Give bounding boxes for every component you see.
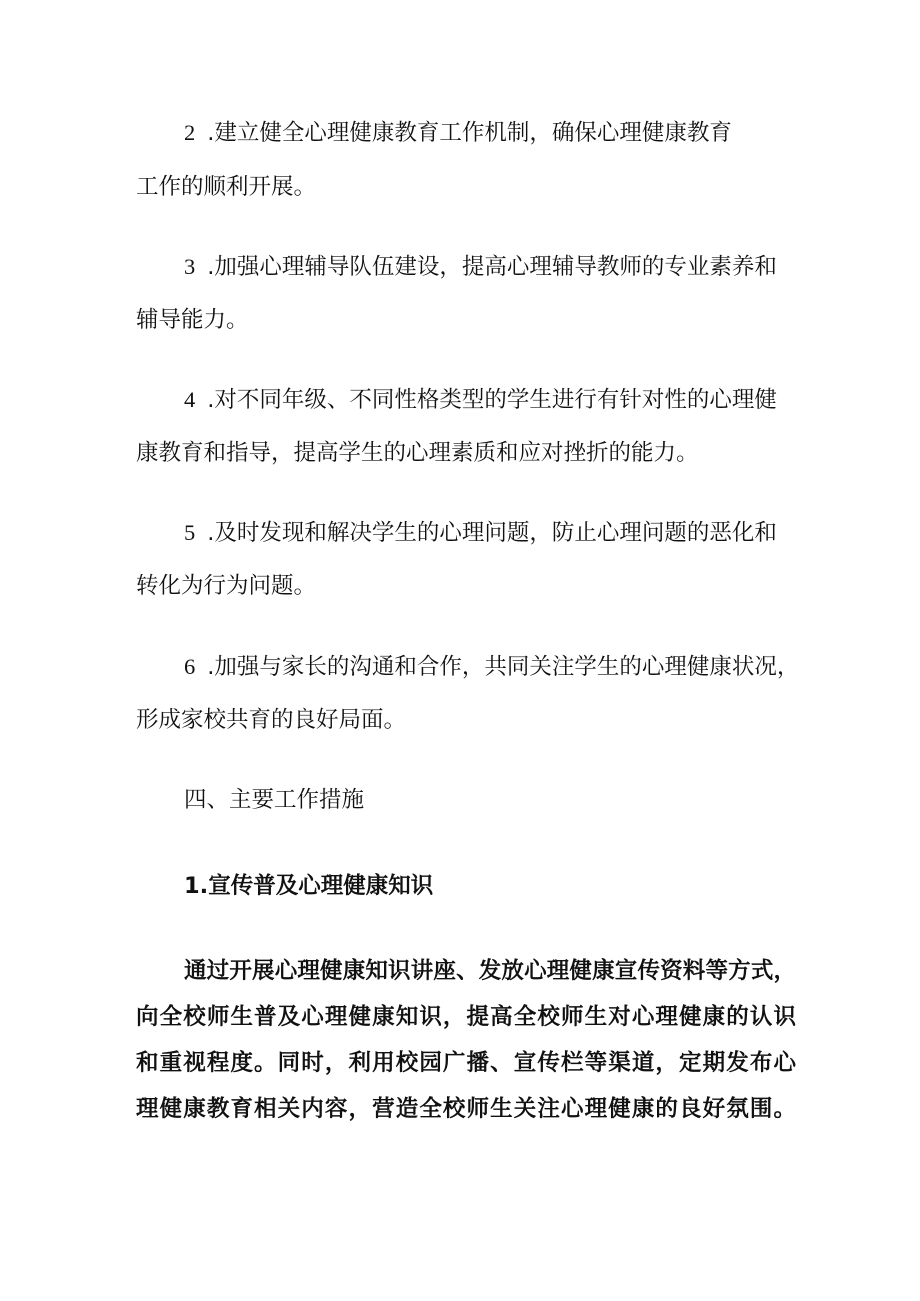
item-3-text: .加强心理辅导队伍建设，提高心理辅导教师的专业素养和 bbox=[207, 254, 777, 280]
paragraph-line-2: 向全校师生普及心理健康知识，提高全校师生对心理健康的认识 bbox=[136, 1004, 796, 1030]
item-5-line-1 bbox=[184, 518, 874, 548]
item-2-line-2: 工作的顺利开展。 bbox=[136, 174, 317, 200]
item-4-text: .对不同年级、不同性格类型的学生进行有针对性的心理健 bbox=[207, 387, 777, 413]
section-heading: 四、主要工作措施 bbox=[184, 787, 365, 813]
item-4-number: 4 bbox=[184, 387, 196, 412]
item-6-line-1 bbox=[184, 652, 874, 682]
item-5-number: 5 bbox=[184, 520, 196, 545]
item-3-number: 3 bbox=[184, 254, 196, 279]
item-6-text: .加强与家长的沟通和合作，共同关注学生的心理健康状况， bbox=[207, 654, 800, 680]
item-2-line-1 bbox=[184, 118, 874, 148]
item-2-number: 2 bbox=[184, 120, 196, 145]
item-5-text: .及时发现和解决学生的心理问题，防止心理问题的恶化和 bbox=[207, 520, 777, 546]
subheading: 1.宣传普及心理健康知识 bbox=[184, 873, 434, 899]
item-6-line-2: 形成家校共育的良好局面。 bbox=[136, 707, 407, 733]
paragraph-line-4: 理健康教育相关内容，营造全校师生关注心理健康的良好氛围。 bbox=[136, 1096, 796, 1122]
item-5-line-2: 转化为行为问题。 bbox=[136, 573, 317, 599]
item-6-number: 6 bbox=[184, 654, 196, 679]
item-3-line-1 bbox=[184, 252, 874, 282]
item-3-line-2: 辅导能力。 bbox=[136, 307, 249, 333]
item-4-line-2: 康教育和指导，提高学生的心理素质和应对挫折的能力。 bbox=[136, 440, 699, 466]
item-4-line-1 bbox=[184, 385, 874, 415]
item-2-text: .建立健全心理健康教育工作机制，确保心理健康教育 bbox=[207, 120, 732, 146]
paragraph-line-1: 通过开展心理健康知识讲座、发放心理健康宣传资料等方式， bbox=[184, 958, 796, 984]
paragraph-line-3: 和重视程度。同时，利用校园广播、宣传栏等渠道，定期发布心 bbox=[136, 1050, 796, 1076]
